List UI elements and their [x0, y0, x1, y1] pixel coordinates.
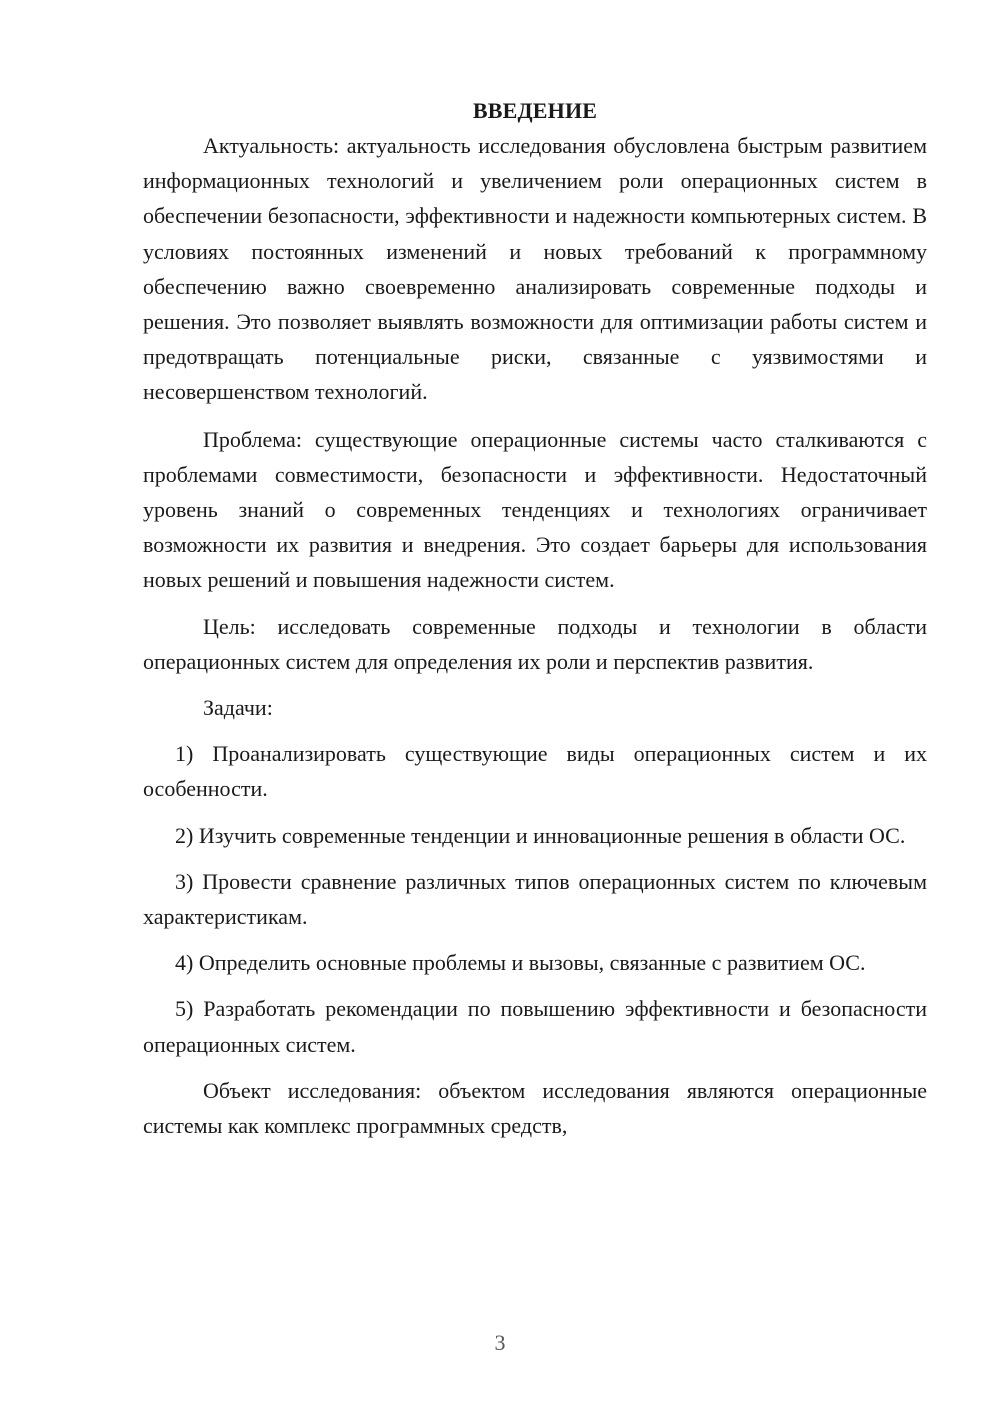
paragraph-problem: Проблема: существующие операционные системы часто сталкиваются с проблемами совместимости, безопасности и эффективности. Недостаточный уровень знаний о современных тенденциях и технологиях ограничивает возможности их развития и внедрения. Это создает барьеры для использования новых решений и повышения надежности систем. [143, 426, 927, 593]
task-item-5: 5) Разработать рекомендации по повышению эффективности и безопасности операционных систем. [143, 996, 927, 1057]
section-heading: ВВЕДЕНИЕ [472, 98, 598, 123]
task-item-3: 3) Провести сравнение различных типов операционных систем по ключевым характеристикам. [143, 868, 927, 930]
paragraph-goal: Цель: исследовать современные подходы и технологии в области операционных систем для определения их роли и перспектив развития. [143, 613, 927, 674]
task-item-1: 1) Проанализировать существующие виды операционных систем и их особенности. [143, 741, 927, 802]
task-item-4: 4) Определить основные проблемы и вызовы, связанные с развитием ОС. [175, 950, 866, 976]
tasks-label: Задачи: [203, 695, 273, 721]
paragraph-relevance: Актуальность: актуальность исследования обусловлена быстрым развитием информационных технологий и увеличением роли операционных систем в обеспечении безопасности, эффективности и надежности компьютерных систем. В условиях постоянных изменений и новых требований к программному обеспечению важно своевременно анализировать современные подходы и решения. Это позволяет выявлять возможности для оптимизации работы систем и предотвращать потенциальные риски, связанные с уязвимостями и несовершенством технологий. [143, 133, 927, 405]
task-item-2: 2) Изучить современные тенденции и инновационные решения в области ОС. [175, 822, 906, 848]
page-number: 3 [494, 1330, 506, 1355]
text-column [143, 93, 927, 1143]
paragraph-object: Объект исследования: объектом исследования являются операционные системы как комплекс программных средств, [143, 1077, 927, 1139]
